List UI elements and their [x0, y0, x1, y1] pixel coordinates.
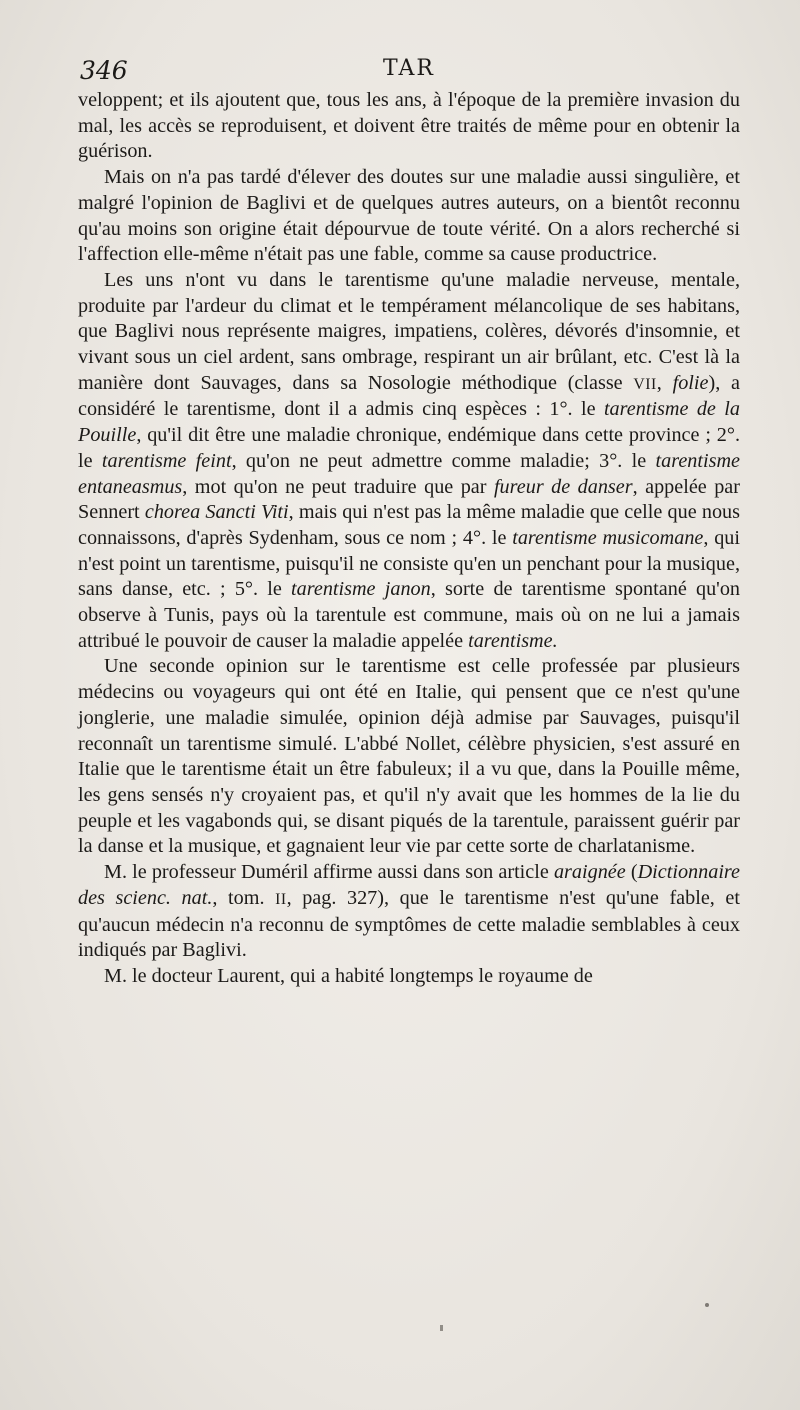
text-run: Mais on n'a pas tardé d'élever des doutes sur une maladie aussi singulière, et malgré l'opinion de Baglivi et de quelques autres auteurs, on a bientôt reconnu qu'au moins son origine était dépourvue de toute vérité. On a alors recherché si l'affection elle-même n'était pas une fable, comme sa cause productrice.	[78, 166, 740, 266]
italic-text: tarentisme entaneasmus	[78, 449, 740, 498]
page-number: 346	[80, 56, 128, 85]
text-run: , qu'on ne peut admettre comme maladie; 3°. le	[231, 449, 656, 472]
body-text	[78, 88, 740, 990]
paragraph	[78, 860, 740, 964]
text-run: , sorte de tarentisme spontané qu'on observe à Tunis, pays où la tarentule est commune, mais où on ne lui a jamais attribué le pouvoir de causer la maladie appelée	[78, 578, 741, 652]
text-run: , tom.	[212, 886, 276, 909]
text-run: , qui n'est point un tarentisme, puisqu'il ne consiste qu'en un penchant pour la musique, sans danse, etc. ; 5°. le	[78, 526, 741, 601]
text-run: M. le professeur Duméril affirme aussi dans son article	[104, 861, 554, 884]
text-run: ,	[656, 371, 673, 394]
italic-text: tarentisme feint	[101, 449, 232, 472]
italic-text: tarentisme.	[468, 629, 558, 652]
text-run: M. le docteur Laurent, qui a habité longtemps le royaume de	[104, 964, 593, 987]
small-caps-numeral: II	[275, 890, 287, 908]
italic-text: tarentisme musicomane	[512, 526, 704, 549]
paragraph	[78, 964, 740, 990]
running-title: TAR	[383, 56, 435, 81]
italic-text: araignée	[553, 861, 626, 884]
text-run: , pag. 327), que le tarentisme n'est qu'une fable, et qu'aucun médecin n'a reconnu de symptômes de cette maladie semblables à ceux indiqués par Baglivi.	[78, 886, 740, 962]
page-header	[78, 56, 740, 88]
text-run: (	[625, 861, 638, 884]
italic-text: Dictionnaire des scienc. nat.	[78, 861, 740, 909]
text-run: ), a considéré le tarentisme, dont il a admis cinq espèces : 1°. le	[78, 371, 741, 421]
italic-text: tarentisme de la Pouille	[78, 398, 740, 447]
text-run: veloppent; et ils ajoutent que, tous les ans, à l'époque de la première invasion du mal, les accès se reproduisent, et doivent être traités de même pour en obtenir la guérison.	[78, 89, 740, 163]
paper-speck	[440, 1325, 443, 1331]
small-caps-numeral: VII	[633, 375, 657, 393]
italic-text: chorea Sancti Viti	[144, 501, 289, 524]
italic-text: tarentisme janon	[291, 578, 431, 601]
text-run: , mais qui n'est pas la même maladie que celle que nous connaissons, d'après Sydenham, sous ce nom ; 4°. le	[78, 501, 741, 549]
italic-text: folie	[672, 371, 709, 394]
italic-text: fureur de danser	[493, 475, 633, 498]
text-run: Les uns n'ont vu dans le tarentisme qu'une maladie nerveuse, mentale, produite par l'ardeur du climat et le tempérament mélancolique de ses habitans, que Baglivi nous représente maigres, impatiens, colères, dévorés d'insomnie, et vivant sous un ciel ardent, sans ombrage, respirant un air brûlant, etc. C'est là la manière dont Sauvages, dans sa Nosologie méthodique (classe	[78, 268, 740, 394]
text-run: , appelée par Sennert	[78, 475, 740, 524]
text-run: Une seconde opinion sur le tarentisme est celle professée par plusieurs médecins ou voyageurs qui ont été en Italie, qui pensent que ce n'est qu'une jonglerie, une maladie simulée, opinion déjà admise par Sauvages, puisqu'il reconnaît un tarentisme simulé. L'abbé Nollet, célèbre physicien, s'est assuré en Italie que le tarentisme était un être fabuleux; il a vu que, dans la Pouille même, les gens sensés n'y croyaient pas, et qu'il n'y avait que les hommes de la lie du peuple et les vagabonds qui, se disant piqués de la tarentule, paraissent guérir par la danse et la musique, et gagnaient leur vie par cette sorte de charlatanisme.	[78, 655, 740, 858]
text-run: , mot qu'on ne peut traduire que par	[182, 475, 494, 498]
text-run: , qu'il dit être une maladie chronique, endémique dans cette province ; 2°. le	[78, 424, 740, 472]
paragraph	[78, 165, 740, 268]
paragraph	[78, 268, 740, 655]
paragraph	[78, 654, 740, 860]
paper-speck	[705, 1303, 709, 1307]
paragraph	[78, 88, 740, 165]
